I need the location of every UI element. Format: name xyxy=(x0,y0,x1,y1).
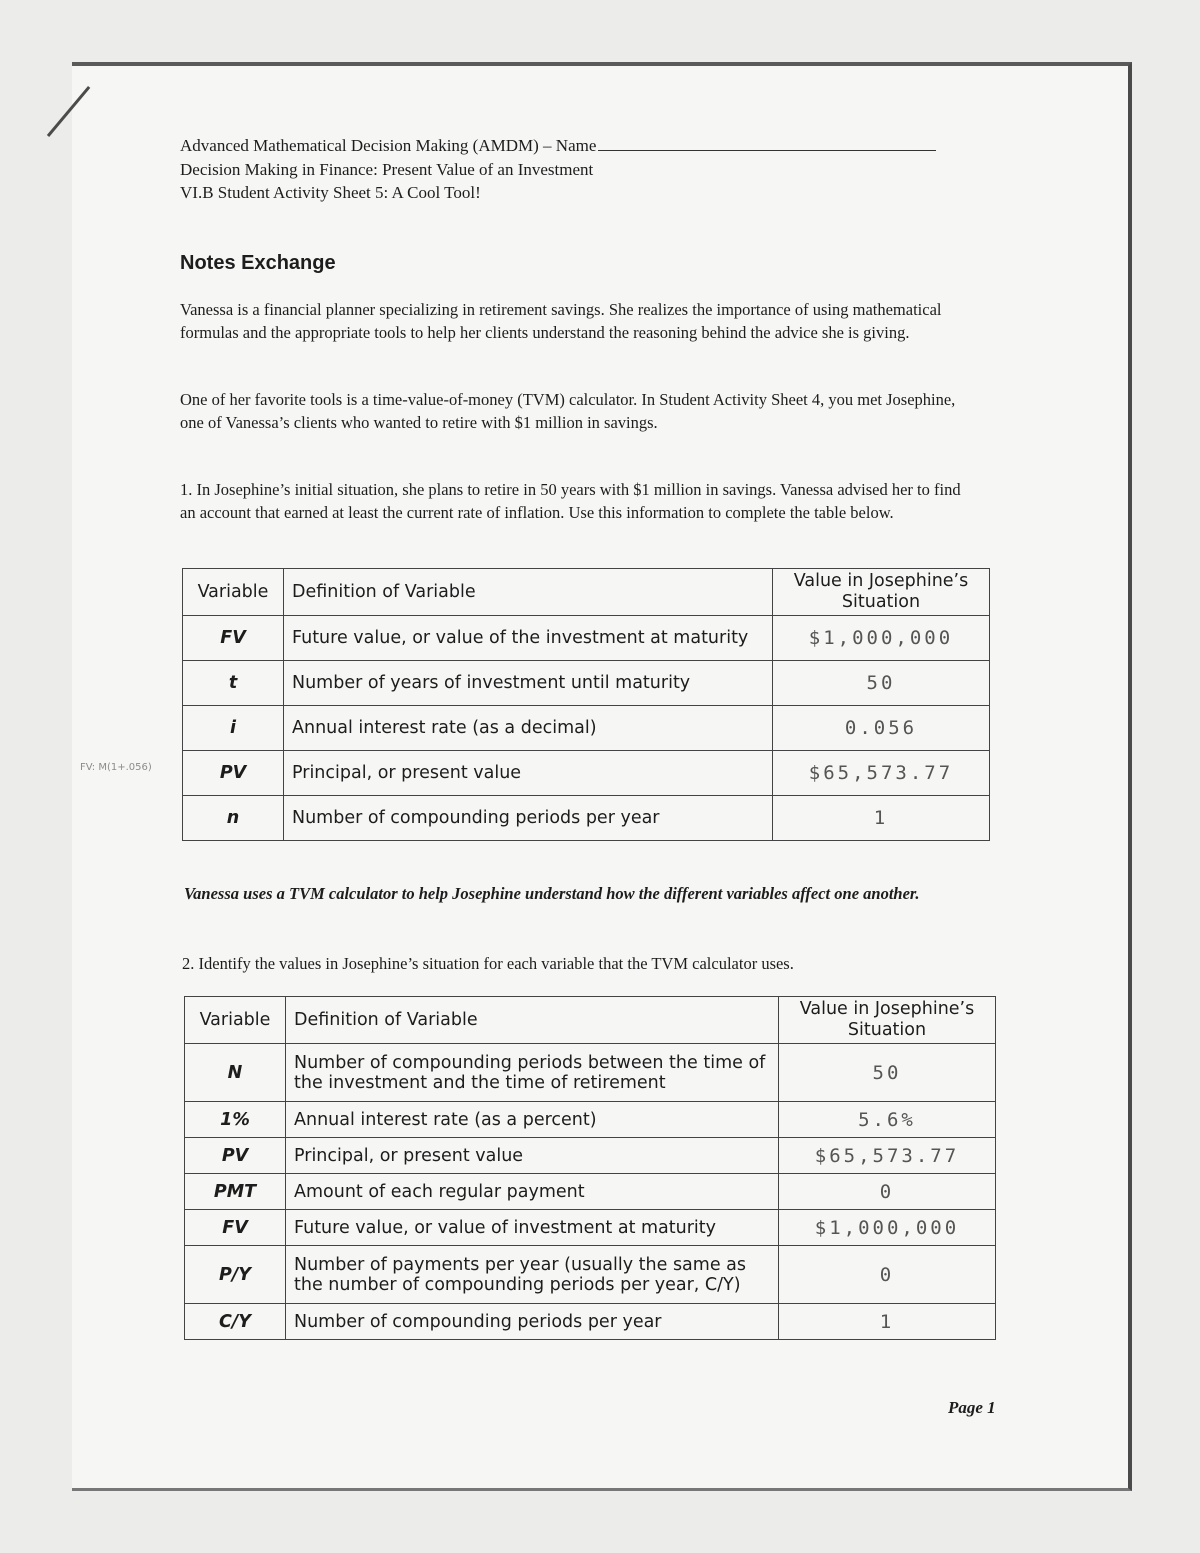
definition-cell: Amount of each regular payment xyxy=(286,1174,779,1210)
header-value: Value in Josephine’s Situation xyxy=(779,997,996,1044)
variable-cell: PV xyxy=(183,751,284,796)
table-header-row xyxy=(185,997,996,1044)
value-cell[interactable]: 0 xyxy=(779,1246,996,1304)
definition-cell: Number of compounding periods per year xyxy=(286,1304,779,1340)
value-cell[interactable]: 5.6% xyxy=(779,1102,996,1138)
value-cell[interactable]: $65,573.77 xyxy=(773,751,990,796)
value-cell[interactable]: 50 xyxy=(773,661,990,706)
variable-cell: n xyxy=(183,796,284,841)
value-cell[interactable]: 1 xyxy=(779,1304,996,1340)
header-variable: Variable xyxy=(185,997,286,1044)
variable-cell: P/Y xyxy=(185,1246,286,1304)
definition-cell: Future value, or value of investment at maturity xyxy=(286,1210,779,1246)
header-value: Value in Josephine’s Situation xyxy=(773,569,990,616)
definition-cell: Annual interest rate (as a percent) xyxy=(286,1102,779,1138)
question-2: 2. Identify the values in Josephine’s situation for each variable that the TVM calculator uses. xyxy=(182,954,794,973)
worksheet-header xyxy=(180,134,936,205)
value-cell[interactable]: 50 xyxy=(779,1044,996,1102)
tool-paragraph: One of her favorite tools is a time-value-of-money (TVM) calculator. In Student Activity Sheet 4, you met Josephine, one of Vanessa’s clients who wanted to retire with $1 million in savings. xyxy=(180,390,956,432)
table-header-row xyxy=(183,569,990,616)
definition-cell: Future value, or value of the investment at maturity xyxy=(284,616,773,661)
intro-paragraph: Vanessa is a financial planner specializing in retirement savings. She realizes the importance of using mathematical formulas and the appropriate tools to help her clients understand the reasoning behind the advice she is giving. xyxy=(180,300,942,342)
value-cell[interactable]: $1,000,000 xyxy=(773,616,990,661)
definition-cell: Annual interest rate (as a decimal) xyxy=(284,706,773,751)
value-cell[interactable]: 1 xyxy=(773,796,990,841)
definition-cell: Number of compounding periods between the time of the investment and the time of retirement xyxy=(286,1044,779,1102)
table-1 xyxy=(182,568,990,841)
table-2 xyxy=(184,996,996,1340)
variable-cell: FV xyxy=(185,1210,286,1246)
variable-cell: C/Y xyxy=(185,1304,286,1340)
definition-cell: Number of compounding periods per year xyxy=(284,796,773,841)
section-title: Notes Exchange xyxy=(180,252,336,274)
value-cell[interactable]: $1,000,000 xyxy=(779,1210,996,1246)
definition-cell: Principal, or present value xyxy=(284,751,773,796)
table-row xyxy=(183,616,990,661)
variable-cell: N xyxy=(185,1044,286,1102)
variable-cell: PMT xyxy=(185,1174,286,1210)
page-number: Page 1 xyxy=(948,1398,996,1417)
variable-cell: 1% xyxy=(185,1102,286,1138)
table-row xyxy=(183,706,990,751)
table-row xyxy=(185,1210,996,1246)
variable-cell: i xyxy=(183,706,284,751)
table-row xyxy=(183,661,990,706)
calculator-note: Vanessa uses a TVM calculator to help Josephine understand how the different variables affect one another. xyxy=(184,884,920,903)
definition-cell: Principal, or present value xyxy=(286,1138,779,1174)
table-row xyxy=(183,751,990,796)
course-title: Advanced Mathematical Decision Making (AMDM) – Name xyxy=(180,136,597,155)
lesson-title: Decision Making in Finance: Present Value of an Investment xyxy=(180,159,594,179)
table-row xyxy=(185,1304,996,1340)
margin-note: FV: M(1+.056) xyxy=(80,762,152,773)
variable-cell: FV xyxy=(183,616,284,661)
variable-cell: t xyxy=(183,661,284,706)
header-variable: Variable xyxy=(183,569,284,616)
value-cell[interactable]: 0.056 xyxy=(773,706,990,751)
table-row xyxy=(185,1246,996,1304)
header-definition: Definition of Variable xyxy=(286,997,779,1044)
table-row xyxy=(185,1102,996,1138)
name-field[interactable] xyxy=(598,136,936,151)
value-cell[interactable]: $65,573.77 xyxy=(779,1138,996,1174)
table-row xyxy=(185,1044,996,1102)
header-definition: Definition of Variable xyxy=(284,569,773,616)
variable-cell: PV xyxy=(185,1138,286,1174)
table-row xyxy=(185,1174,996,1210)
value-cell[interactable]: 0 xyxy=(779,1174,996,1210)
definition-cell: Number of years of investment until maturity xyxy=(284,661,773,706)
question-1: 1. In Josephine’s initial situation, she plans to retire in 50 years with $1 million in savings. Vanessa advised her to find an account that earned at least the current rate of inflation. Use this information to complete the table below. xyxy=(180,480,961,522)
definition-cell: Number of payments per year (usually the same as the number of compounding periods per year, C/Y) xyxy=(286,1246,779,1304)
sheet-title: VI.B Student Activity Sheet 5: A Cool Tool! xyxy=(180,183,481,202)
table-row xyxy=(185,1138,996,1174)
table-row xyxy=(183,796,990,841)
